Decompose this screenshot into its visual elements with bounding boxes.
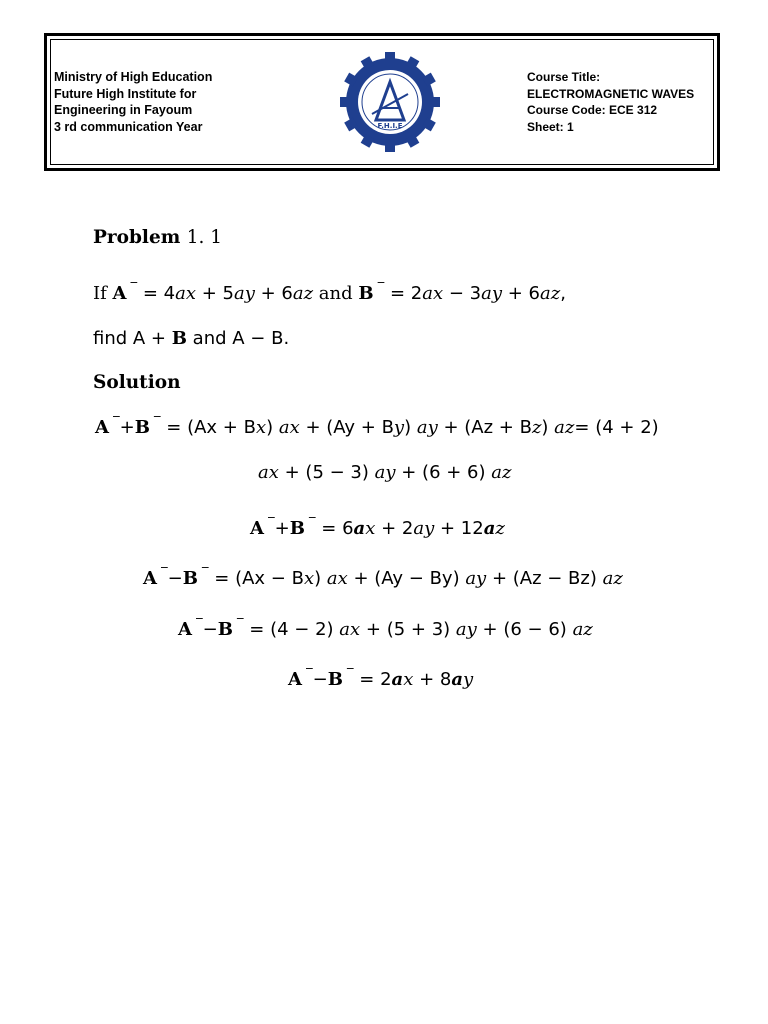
course-line: Sheet: 1 [527,119,574,134]
course-info [527,69,717,135]
solution-heading: Solution [93,372,181,393]
course-line: Course Code: ECE 312 [527,103,658,117]
institute-logo [300,52,480,152]
solution-step-4: A ‾−B ‾ = (Ax − Bx) ax + (Ay − By) ay + (Az − Bz) az [143,566,623,590]
institution-info [54,69,294,135]
problem-statement-line-1: If A ‾ = 4ax + 5ay + 6az and B ‾ = 2ax − 3ay + 6az, [93,281,566,305]
solution-step-3: A ‾+B ‾ = 6ax + 2ay + 12az [250,516,505,540]
institution-line: 3 rd communication Year [54,119,203,134]
course-line: ELECTROMAGNETIC WAVES [527,86,695,101]
institution-line: Engineering in Fayoum [54,103,193,117]
solution-step-2: ax + (5 − 3) ay + (6 + 6) az [258,462,512,483]
problem-statement-line-2: find A + B and A − B. [93,328,290,349]
solution-step-5: A ‾−B ‾ = (4 − 2) ax + (5 + 3) ay + (6 − 6) az [178,617,593,641]
solution-step-6: A ‾−B ‾ = 2ax + 8ay [288,667,474,691]
logo-label: F.H.I.E [377,122,403,130]
solution-step-1: A ‾+B ‾ = (Ax + Bx) ax + (Ay + By) ay + (Az + Bz) az= (4 + 2) [95,415,659,439]
institution-line: Ministry of High Education [54,70,213,84]
course-line: Course Title: [527,70,601,84]
institution-line: Future High Institute for [54,86,197,101]
problem-heading: Problem 1. 1 [93,227,223,248]
